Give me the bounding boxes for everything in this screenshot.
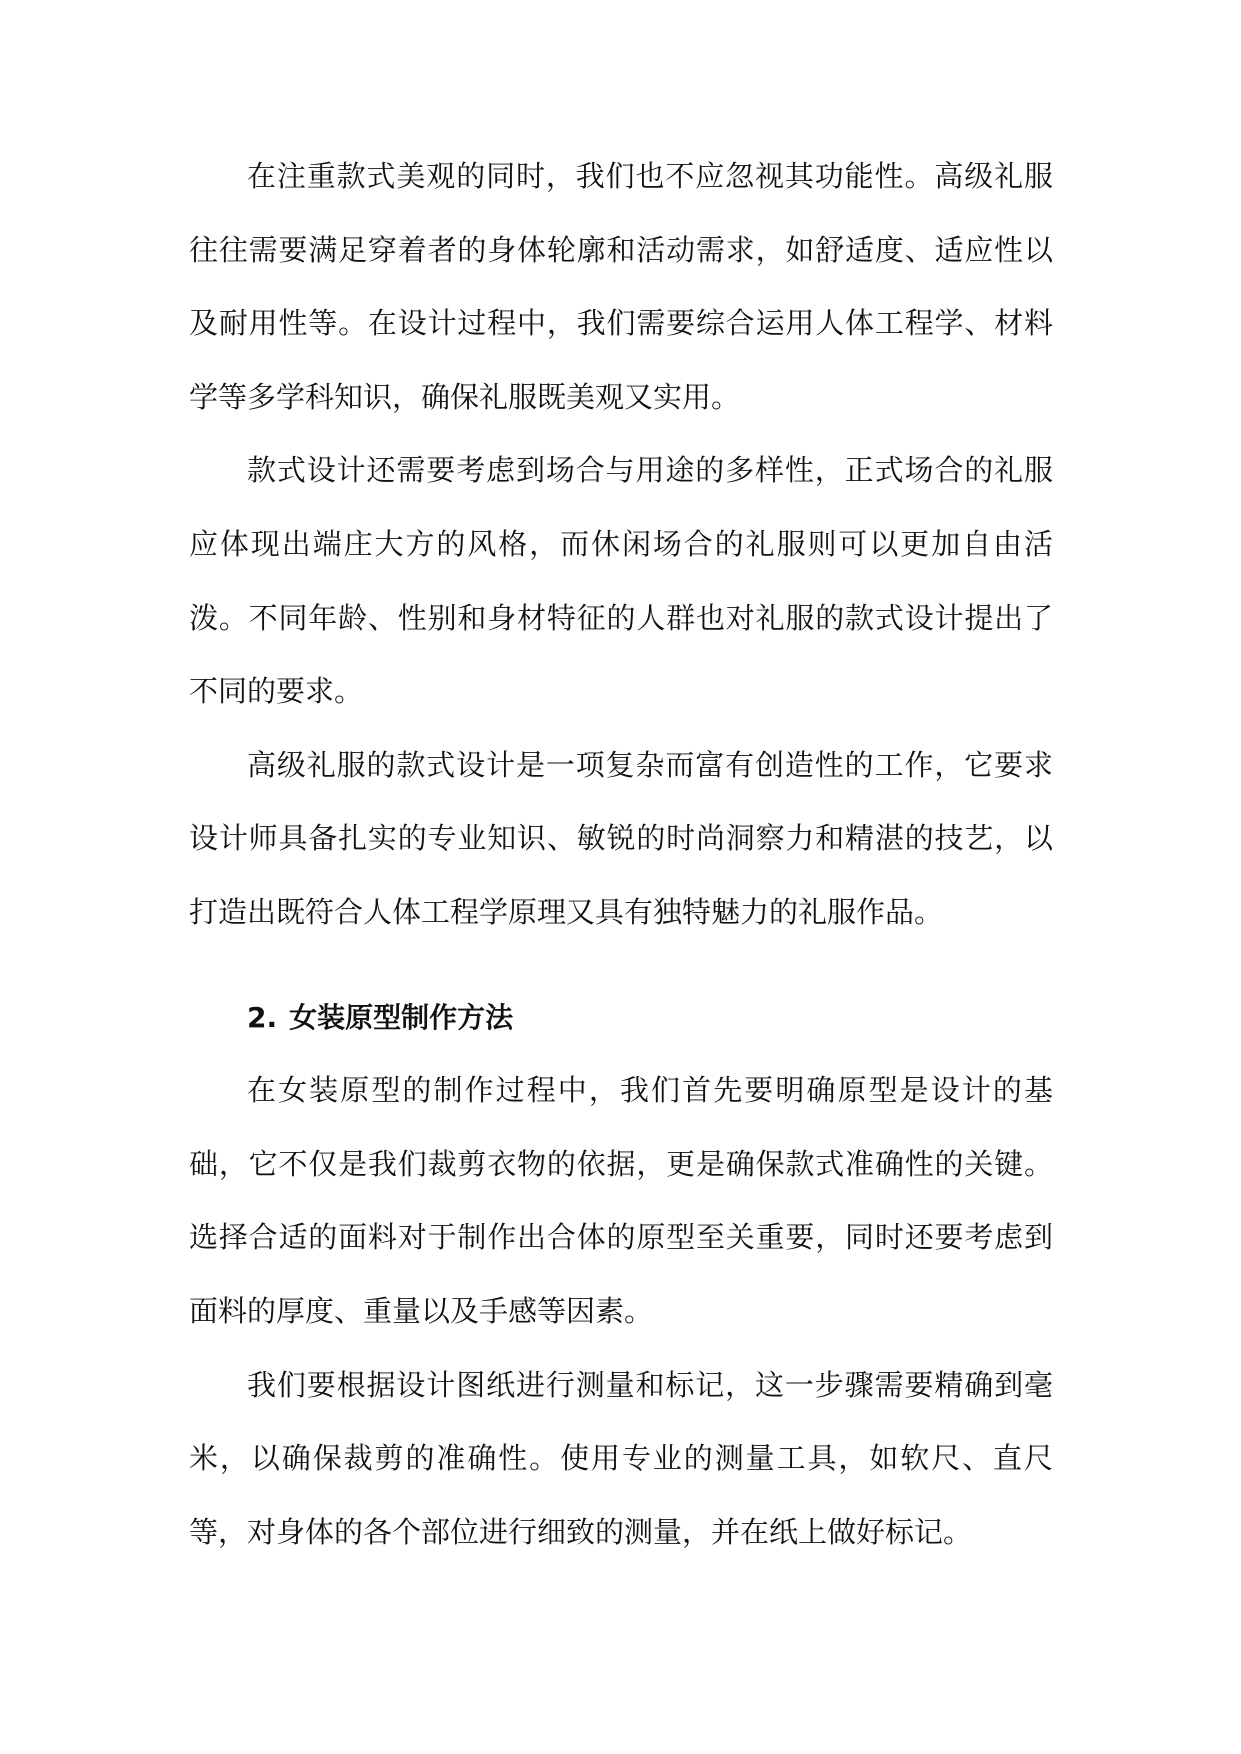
paragraph-prototype-intro: 在女装原型的制作过程中，我们首先要明确原型是设计的基础，它不仅是我们裁剪衣物的依据，更是确保款式准确性的关键。选择合适的面料对于制作出合体的原型至关重要，同时还要考虑到面料的厚度、重量以及手感等因素。 — [189, 1073, 1053, 1328]
paragraph-functionality: 在注重款式美观的同时，我们也不应忽视其功能性。高级礼服往往需要满足穿着者的身体轮廓和活动需求，如舒适度、适应性以及耐用性等。在设计过程中，我们需要综合运用人体工程学、材料学等多学科知识，确保礼服既美观又实用。 — [189, 159, 1053, 414]
paragraph-occasion: 款式设计还需要考虑到场合与用途的多样性，正式场合的礼服应体现出端庄大方的风格，而休闲场合的礼服则可以更加自由活泼。不同年龄、性别和身材特征的人群也对礼服的款式设计提出了不同的要求。 — [189, 453, 1053, 709]
section-heading — [189, 981, 1053, 1055]
paragraph-summary: 高级礼服的款式设计是一项复杂而富有创造性的工作，它要求设计师具备扎实的专业知识、敏锐的时尚洞察力和精湛的技艺，以打造出既符合人体工程学原理又具有独特魅力的礼服作品。 — [189, 747, 1053, 929]
document-body — [189, 140, 1053, 1569]
section-number: 2. — [247, 1000, 278, 1034]
section-title: 女装原型制作方法 — [289, 1000, 514, 1034]
paragraph-measurement: 我们要根据设计图纸进行测量和标记，这一步骤需要精确到毫米，以确保裁剪的准确性。使用专业的测量工具，如软尺、直尺等，对身体的各个部位进行细致的测量，并在纸上做好标记。 — [189, 1367, 1053, 1549]
